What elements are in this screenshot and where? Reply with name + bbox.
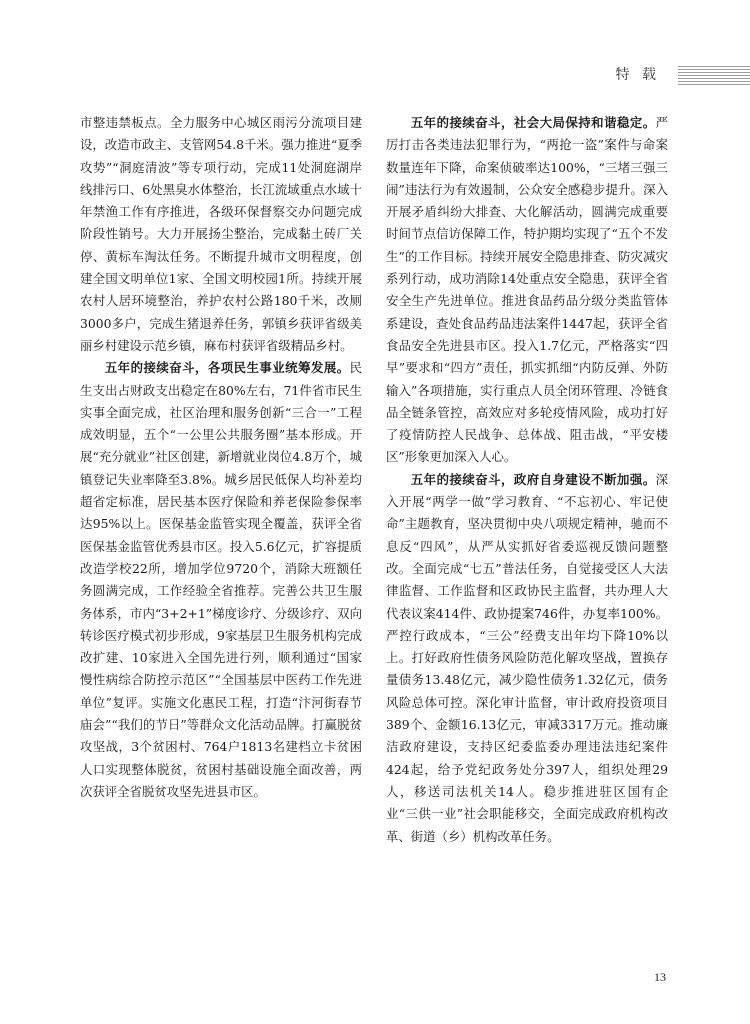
paragraph-text: 市整违禁板点。全力服务中心城区雨污分流项目建设，改造市政主、支管网54.8千米。强力推进“夏季攻势”“洞庭清波”等专项行动，完成11处洞庭湖岸线排污口、6处黑臭水体整治，长江流域重点水域十年禁渔工作有序推进，各级环保督察交办问题完成阶段性销号。大力开展扬尘整治，完成黏土砖厂关停、黄标车淘汰任务。不断提升城市文明程度，创建全国文明单位1家、全国文明校园1所。持续开展农村人居环境整治，养护农村公路180千米，改厕3000多户，完成生猪退养任务，郭镇乡获评省级美丽乡村建设示范乡镇，麻布村获评省级精品乡村。 xyxy=(80,115,362,353)
paragraph-text: 严厉打击各类违法犯罪行为，“两抢一盗”案件与命案数量连年下降，命案侦破率达100%，“三堵三强三闹”违法行为有效遏制，公众安全感稳步提升。深入开展矛盾纠纷大排查、大化解活动，圆满完成重要时间节点信访保障工作，特护期均实现了“五个不发生”的工作目标。持续开展安全隐患排查、防灾减灾系列行动，成功消除14处重点安全隐患，获评全省安全生产先进单位。推进食品药品分级分类监管体系建设，查处食品药品违法案件1447起，获评全省食品安全先进县市区。投入1.7亿元，严格落实“四早”要求和“四方”责任，抓实抓细“内防反弹、外防输入”各项措施，实行重点人员全闭环管理、冷链食品全链条管控，高效应对多轮疫情风险，成功打好了疫情防控人民战争、总体战、阻击战，“平安楼区”形象更加深入人心。 xyxy=(386,115,668,465)
paragraph-heading: 五年的接续奋斗，社会大局保持和谐稳定。 xyxy=(410,115,656,130)
header-decorative-lines xyxy=(678,66,750,86)
right-column xyxy=(386,112,668,848)
paragraph xyxy=(80,357,362,803)
paragraph-heading: 五年的接续奋斗，各项民生事业统筹发展。 xyxy=(104,360,350,376)
page-header xyxy=(0,58,750,92)
paragraph-heading: 五年的接续奋斗，政府自身建设不断加强。 xyxy=(410,471,656,487)
paragraph-text: 民生支出占财政支出稳定在80%左右，71件省市民生实事全面完成，社区治理和服务创新“三合一”工程成效明显，五个“一公里公共服务圈”基本形成。开展“充分就业”社区创建，新增就业岗位4.8万个，城镇登记失业率降至3.8%。城乡居民低保人均补差均超省定标准，居民基本医疗保险和养老保险参保率达95%以上。医保基金监管实现全覆盖，获评全省医保基金监管优秀县市区。投入5.6亿元，扩容提质改造学校22所，增加学位9720个，消除大班额任务圆满完成，工作经验全省推荐。完善公共卫生服务体系，市内“3+2+1”梯度诊疗、分级诊疗、双向转诊医疗模式初步形成，9家基层卫生服务机构完成改扩建、10家进入全国先进行列，顺利通过“国家慢性病综合防控示范区”“全国基层中医药工作先进单位”复评。实施文化惠民工程，打造“汴河街春节庙会”“我们的节日”等群众文化活动品牌。打赢脱贫攻坚战，3个贫困村、764户1813名建档立卡贫困人口实现整体脱贫，贫困村基础设施全面改善，两次获评全省脱贫攻坚先进县市区。 xyxy=(80,360,362,799)
left-column xyxy=(80,112,362,803)
page-number: 13 xyxy=(654,970,666,984)
paragraph-text: 深入开展“两学一做”学习教育、“不忘初心、牢记使命”主题教育，坚决贯彻中央八项规定精神，驰而不息反“四风”，从严从实抓好省委巡视反馈问题整改。全面完成“七五”普法任务，自觉接受区人大法律监督、工作监督和区政协民主监督，共办理人大代表议案414件、政协提案746件，办复率100%。严控行政成本，“三公”经费支出年均下降10%以上。打好政府性债务风险防范化解攻坚战，置换存量债务13.48亿元，减少隐性债务1.32亿元，债务风险总体可控。深化审计监督，审计政府投资项目389个、金额16.13亿元，审减3317万元。推动廉洁政府建设，支持区纪委监委办理违法违纪案件424起，给予党纪政务处分397人，组织处理29人，移送司法机关14人。稳步推进驻区国有企业“三供一业”社会职能移交，全面完成政府机构改革、街道（乡）机构改革任务。 xyxy=(386,471,668,844)
paragraph xyxy=(386,112,668,469)
section-label: 特 载 xyxy=(615,67,660,83)
paragraph xyxy=(80,112,362,357)
paragraph xyxy=(386,469,668,848)
